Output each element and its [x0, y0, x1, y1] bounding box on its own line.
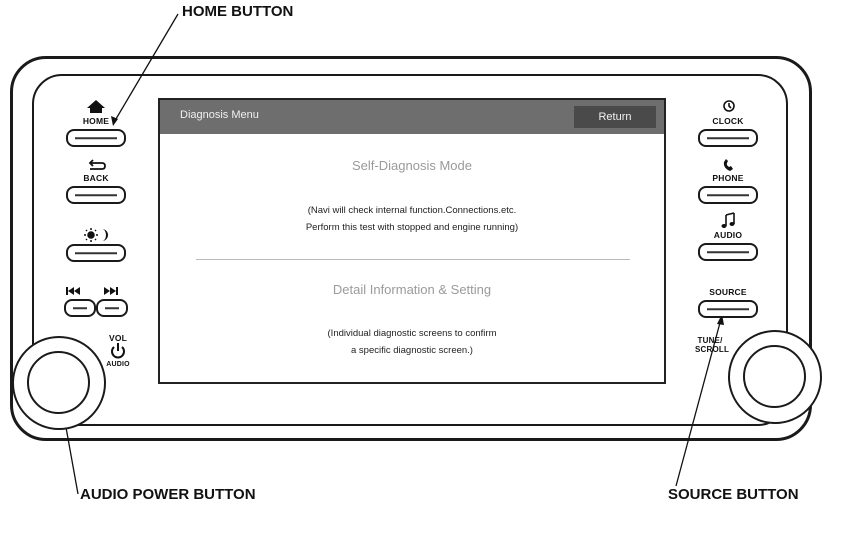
- power-icon: [112, 343, 124, 357]
- phone-icon: [724, 159, 733, 171]
- vol-audio-power-knob[interactable]: [12, 336, 106, 430]
- vol-label: VOL: [108, 333, 128, 343]
- brightness-icon: [84, 228, 108, 242]
- vol-knob-inner: [27, 351, 90, 414]
- home-button-callout: HOME BUTTON: [182, 3, 294, 20]
- menu-item-detail-information[interactable]: Detail Information & Setting: [332, 282, 492, 297]
- skip-forward-icon: [104, 287, 118, 295]
- tune-knob-inner: [743, 345, 806, 408]
- menu-item-detail-information-desc-1: (Individual diagnostic screens to confirm: [327, 328, 497, 339]
- skip-forward-button[interactable]: [96, 299, 128, 317]
- audio-button[interactable]: [698, 243, 758, 261]
- clock-button[interactable]: [698, 129, 758, 147]
- scroll-label: SCROLL: [694, 345, 730, 354]
- phone-button-label: PHONE: [712, 173, 744, 183]
- back-icon: [90, 160, 105, 169]
- phone-button[interactable]: [698, 186, 758, 204]
- tune-scroll-knob[interactable]: [728, 330, 822, 424]
- source-button-label: SOURCE: [709, 287, 747, 297]
- brightness-button[interactable]: [66, 244, 126, 262]
- menu-item-self-diagnosis-desc-2: Perform this test with stopped and engine running): [305, 222, 519, 233]
- audio-power-button-callout: AUDIO POWER BUTTON: [80, 486, 256, 503]
- back-button-label: BACK: [83, 173, 109, 183]
- menu-item-detail-information-desc-2: a specific diagnostic screen.): [351, 345, 473, 356]
- menu-item-self-diagnosis-desc-1: (Navi will check internal function.Connections.etc.: [307, 205, 517, 216]
- skip-back-button[interactable]: [64, 299, 96, 317]
- menu-item-self-diagnosis[interactable]: Self-Diagnosis Mode: [352, 158, 472, 173]
- home-button[interactable]: [66, 129, 126, 147]
- source-button[interactable]: [698, 300, 758, 318]
- audio-button-label: AUDIO: [713, 230, 743, 240]
- audio-label: AUDIO: [106, 361, 130, 368]
- skip-back-icon: [66, 287, 80, 295]
- clock-button-label: CLOCK: [712, 116, 744, 126]
- screen-title: Diagnosis Menu: [180, 109, 259, 121]
- back-button[interactable]: [66, 186, 126, 204]
- return-button[interactable]: Return: [574, 106, 656, 128]
- music-note-icon: [722, 213, 735, 228]
- home-icon: [87, 100, 105, 113]
- clock-icon: [724, 101, 734, 111]
- home-leader-line: [113, 14, 178, 124]
- home-button-label: HOME: [82, 116, 110, 126]
- tune-label: TUNE/: [697, 336, 723, 345]
- source-button-callout: SOURCE BUTTON: [668, 486, 799, 503]
